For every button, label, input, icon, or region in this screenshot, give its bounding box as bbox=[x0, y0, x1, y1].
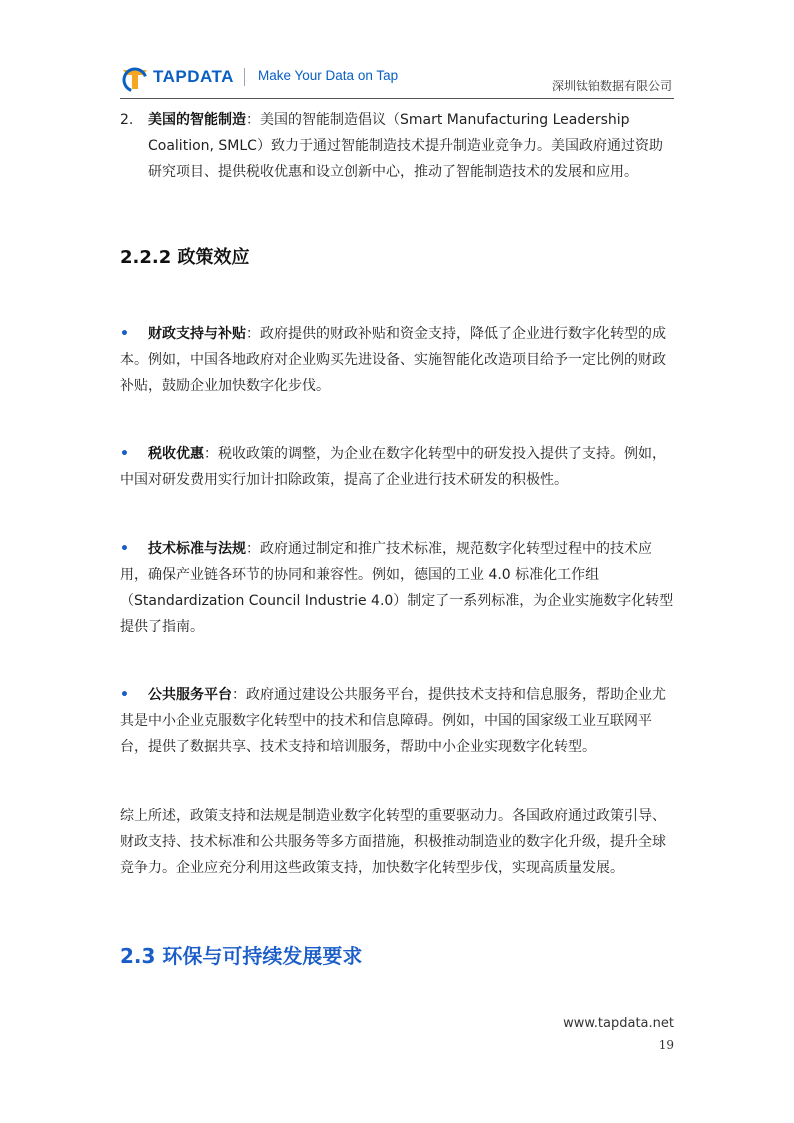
section-heading-2-3: 2.3 环保与可持续发展要求 bbox=[120, 944, 363, 968]
bullet-text: ：政府通过建设公共服务平台，提供技术支持和信息服务，帮助企业尤其是中小企业克服数字化转型中的技术和信息障碍。例如，中国的国家级工业互联网平台，提供了数据共享、技术支持和培训服务，帮助中小企业实现数字化转型。 bbox=[120, 687, 666, 755]
page-header bbox=[120, 62, 674, 99]
page-number: 19 bbox=[658, 1038, 674, 1052]
summary-text: 综上所述，政策支持和法规是制造业数字化转型的重要驱动力。各国政府通过政策引导、财政支持、技术标准和公共服务等多方面措施，积极推动制造业的数字化升级，提升全球竞争力。企业应充分利用这些政策支持，加快数字化转型步伐，实现高质量发展。 bbox=[120, 808, 666, 876]
section-heading-2-2-2: 2.2.2 政策效应 bbox=[120, 247, 250, 268]
bullet-icon: • bbox=[120, 541, 129, 557]
company-name: 深圳钛铂数据有限公司 bbox=[551, 79, 672, 93]
header-tagline: Make Your Data on Tap bbox=[258, 68, 399, 83]
bullet-icon: • bbox=[120, 687, 129, 703]
bullet-term: 技术标准与法规 bbox=[148, 541, 246, 557]
bullet-term: 税收优惠 bbox=[148, 446, 204, 462]
bullet-text: ：税收政策的调整，为企业在数字化转型中的研发投入提供了支持。例如，中国对研发费用实行加计扣除政策，提高了企业进行技术研发的积极性。 bbox=[120, 446, 666, 488]
bullet-icon: • bbox=[120, 446, 129, 462]
bullet-paragraph bbox=[120, 441, 676, 493]
list-number: 2. bbox=[120, 112, 134, 128]
bullet-paragraph bbox=[120, 321, 676, 399]
numbered-list-item bbox=[120, 107, 676, 185]
bullet-text: ：政府通过制定和推广技术标准，规范数字化转型过程中的技术应用，确保产业链各环节的协同和兼容性。例如，德国的工业 4.0 标准化工作组（Standardization Council Industrie 4.0）制定了一系列标准，为企业实施数字化转型提供了指南。 bbox=[120, 541, 674, 635]
header-divider bbox=[244, 68, 245, 86]
list-item-body bbox=[120, 107, 676, 185]
summary-paragraph bbox=[120, 803, 676, 881]
list-item-term: 美国的智能制造 bbox=[148, 112, 246, 128]
bullet-paragraph bbox=[120, 682, 676, 760]
footer-website: www.tapdata.net bbox=[563, 1016, 674, 1031]
list-item-text: ：美国的智能制造倡议（Smart Manufacturing Leadership Coalition, SMLC）致力于通过智能制造技术提升制造业竞争力。美国政府通过资助研究项目、提供税收优惠和设立创新中心，推动了智能制造技术的发展和应用。 bbox=[148, 112, 663, 180]
bullet-icon: • bbox=[120, 326, 129, 342]
bullet-term: 公共服务平台 bbox=[148, 687, 232, 703]
bullet-term: 财政支持与补贴 bbox=[148, 326, 246, 342]
logo-text: TAPDATA bbox=[153, 67, 234, 86]
bullet-text: ：政府提供的财政补贴和资金支持，降低了企业进行数字化转型的成本。例如，中国各地政府对企业购买先进设备、实施智能化改造项目给予一定比例的财政补贴，鼓励企业加快数字化步伐。 bbox=[120, 326, 666, 394]
bullet-paragraph bbox=[120, 536, 676, 640]
